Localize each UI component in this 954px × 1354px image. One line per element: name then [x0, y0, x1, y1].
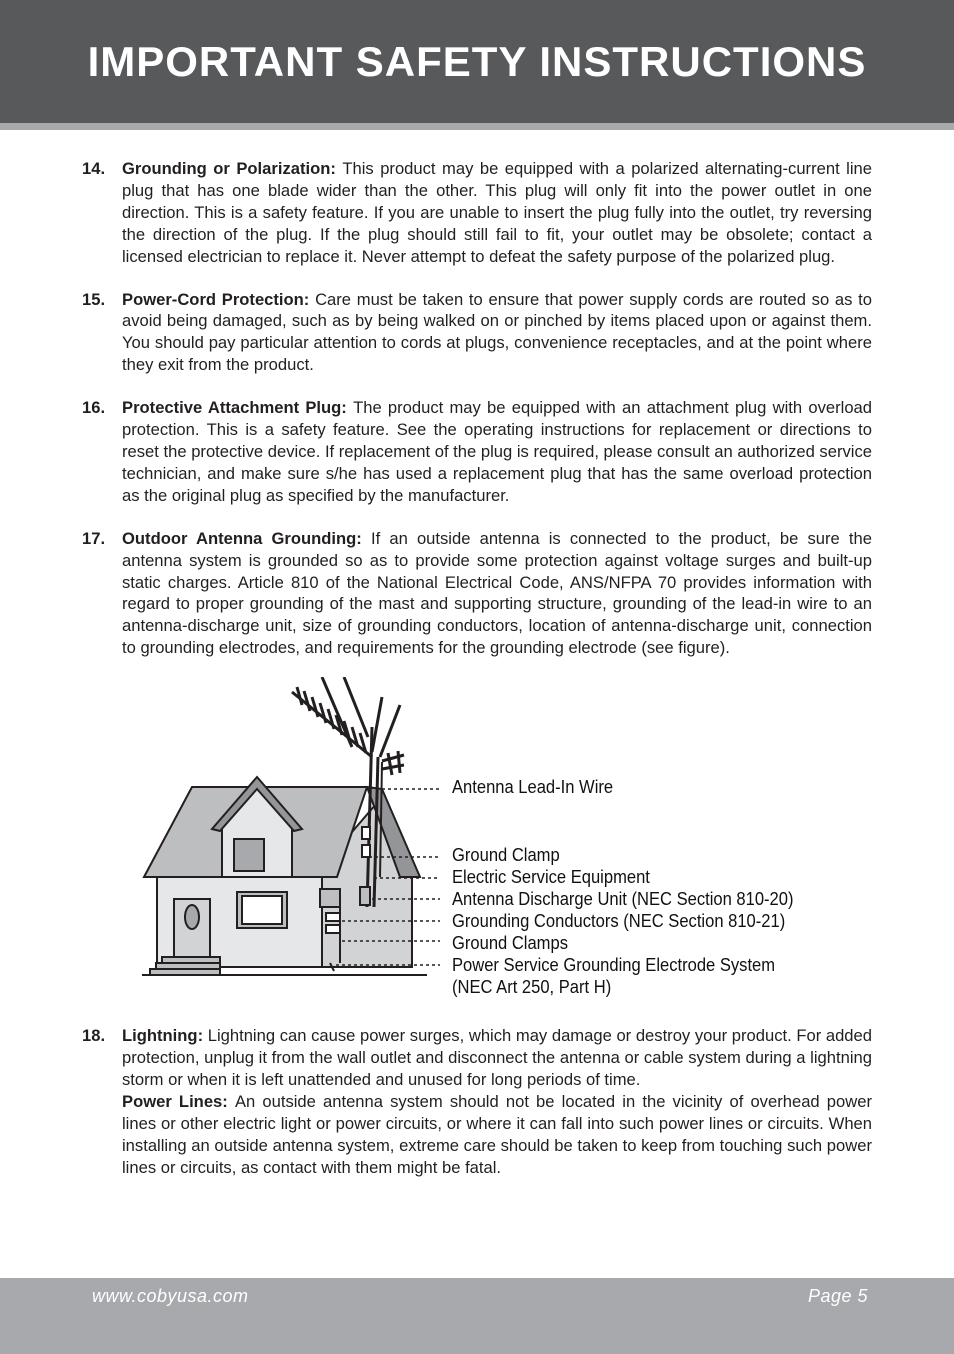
instruction-item-18 — [82, 1025, 872, 1178]
instruction-item-14 — [82, 158, 872, 268]
footer-url-link[interactable]: www.cobyusa.com — [92, 1286, 249, 1306]
item-text: This product may be equipped with a polarized alternating-current line plug that has one blade wider than the other. This plug will only fit into the power outlet in one direction. This is a safety feature. If you are unable to insert the plug fully into the outlet, try reversing the direction of the plug. If the plug should still fail to fit, your outlet may be obsolete; contact a licensed electrician to replace it. Never attempt to defeat the safety purpose of the polarized plug. — [122, 159, 872, 266]
item-number: 18. — [82, 1026, 106, 1046]
header-rule — [0, 123, 954, 130]
instruction-item-16 — [82, 397, 872, 507]
item-heading: Outdoor Antenna Grounding: — [122, 528, 371, 548]
item-text: The product may be equipped with an attachment plug with overload protection. This is a safety feature. See the operating instructions for replacement or directions to reset the protective device. If replacement of the plug is required, please consult an authorized service technician, and make sure s/he has used a replacement plug that has the same overload protection as the original plug as specified by the manufacturer. — [122, 398, 873, 505]
item-heading-2: Power Lines: — [122, 1091, 235, 1111]
item-heading: Protective Attachment Plug: — [122, 398, 354, 418]
item-number: 16. — [82, 398, 106, 418]
instruction-item-17 — [82, 528, 872, 659]
item-text-2: An outside antenna system should not be located in the vicinity of overhead power lines or other electric light or power circuits, or where it can fall into such power lines or circuits. When installing an outside antenna system, extreme care should be taken to keep from touching such power lines or circuits, as contact with them might be fatal. — [122, 1091, 872, 1177]
instructions-list — [82, 158, 872, 1178]
antenna-grounding-figure — [82, 677, 872, 1007]
item-heading: Power-Cord Protection: — [122, 289, 316, 309]
label-nec-art-250: (NEC Art 250, Part H) — [452, 977, 612, 998]
item-number: 14. — [82, 159, 106, 178]
page-number: Page 5 — [807, 1286, 868, 1306]
label-antenna-discharge-unit: Antenna Discharge Unit (NEC Section 810-20) — [452, 889, 794, 910]
item-number: 17. — [82, 528, 106, 548]
item-text: If an outside antenna is connected to the product, be sure the antenna system is grounded so as to provide some protection against voltage surges and built-up static charges. Article 810 of the National Electrical Code, ANS/NFPA 70 provides information with regard to proper grounding of the mast and supporting structure, grounding of the lead-in wire to an antenna-discharge unit, size of grounding conductors, location of antenna-discharge unit, connection to grounding electrodes, and requirements for the grounding electrode (see figure). — [122, 528, 872, 658]
label-antenna-lead-in-wire: Antenna Lead-In Wire — [452, 777, 614, 798]
label-ground-clamp: Ground Clamp — [452, 845, 560, 866]
header-bar — [0, 0, 954, 123]
item-number: 15. — [82, 289, 106, 309]
label-grounding-conductors: Grounding Conductors (NEC Section 810-21) — [452, 911, 786, 932]
label-electric-service-equipment: Electric Service Equipment — [452, 867, 650, 888]
label-power-service-grounding: Power Service Grounding Electrode System — [452, 955, 776, 976]
item-text: Care must be taken to ensure that power supply cords are routed so as to avoid being damaged, such as by being walked on or pinched by items placed upon or against them. You should pay particular attention to cords at plugs, convenience receptacles, and at the point where they exit from the product. — [122, 289, 873, 375]
item-heading: Grounding or Polarization: — [122, 159, 343, 178]
item-text: Lightning can cause power surges, which may damage or destroy your product. For added protection, unplug it from the wall outlet and disconnect the antenna or cable system during a lightning storm or when it is left unattended and unused for long periods of time. — [122, 1026, 872, 1089]
footer-bar — [0, 1278, 954, 1354]
page-title: IMPORTANT SAFETY INSTRUCTIONS — [87, 38, 867, 85]
item-heading: Lightning: — [122, 1026, 208, 1046]
instruction-item-15 — [82, 289, 872, 377]
label-ground-clamps: Ground Clamps — [452, 933, 568, 954]
